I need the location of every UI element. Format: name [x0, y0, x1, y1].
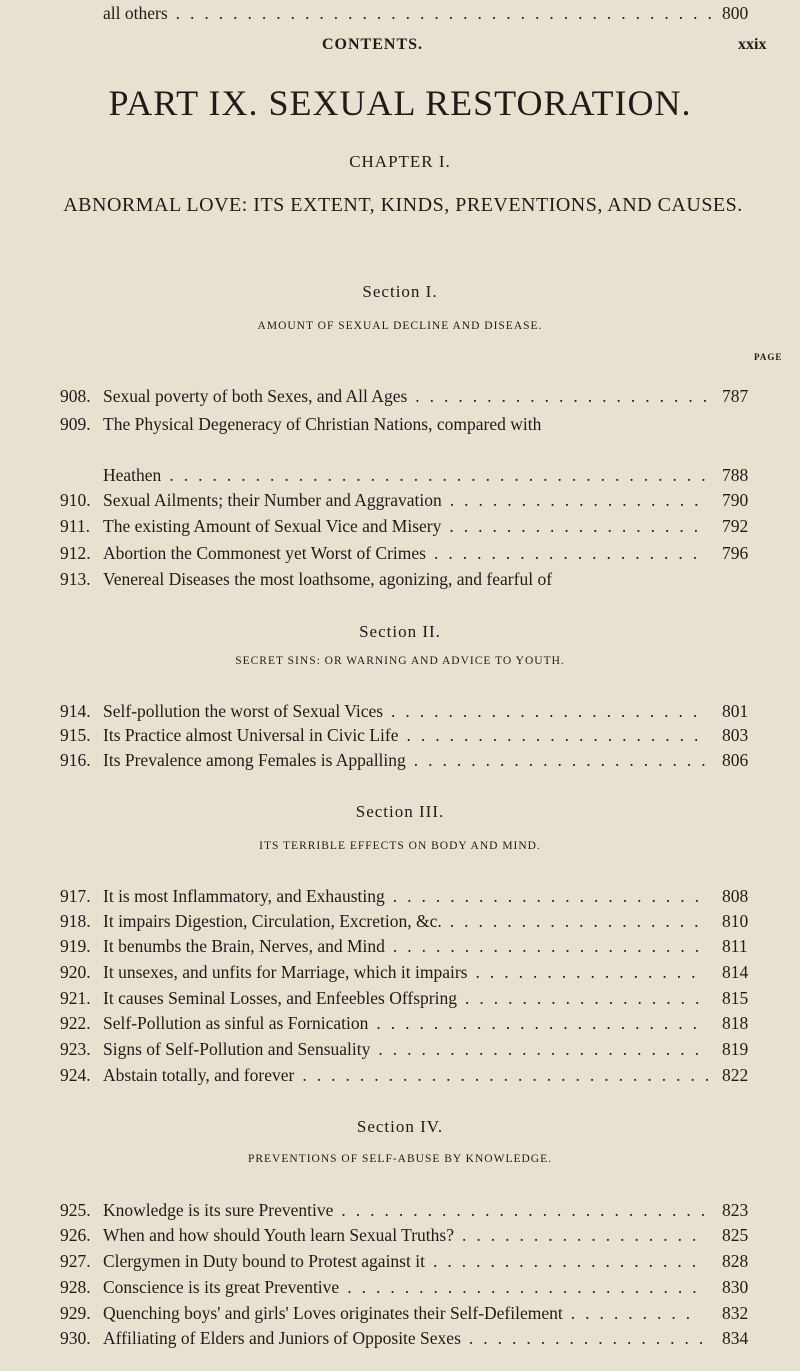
toc-entry	[60, 487, 780, 513]
page-number: 790	[722, 490, 749, 510]
toc-entry	[60, 883, 780, 909]
dot-leader: ................	[475, 962, 706, 982]
running-head	[0, 36, 800, 60]
toc-entry	[60, 566, 780, 592]
entry-number: 918.	[60, 911, 91, 931]
page-number: 806	[722, 750, 749, 770]
entry-title-continued: all others	[103, 3, 168, 23]
dot-leader: .................	[461, 1225, 707, 1245]
page-number: 788	[722, 465, 749, 485]
toc-entry	[60, 383, 780, 409]
entry-title: It causes Seminal Losses, and Enfeebles Offspring	[103, 988, 457, 1008]
entry-title: Signs of Self-Pollution and Sensuality	[103, 1039, 371, 1059]
entry-title: Conscience is its great Preventive	[103, 1277, 340, 1297]
dot-leader: .................	[468, 1328, 714, 1348]
entry-title: Self-Pollution as sinful as Fornication	[103, 1013, 369, 1033]
page-numeral: xxix	[738, 36, 767, 53]
dot-leader: ..........................	[341, 1200, 716, 1220]
toc-entry-continuation	[60, 0, 780, 26]
toc-entry	[60, 1010, 780, 1036]
page-number: 810	[722, 911, 749, 931]
entry-number: 910.	[60, 490, 91, 510]
toc-entry	[60, 1036, 780, 1062]
entry-number: 914.	[60, 701, 91, 721]
toc-entry	[60, 540, 780, 566]
dot-leader: .......................	[376, 1013, 708, 1033]
dot-leader: ......................	[391, 701, 708, 721]
entry-number: 922.	[60, 1013, 91, 1033]
page-number: 825	[722, 1225, 749, 1245]
dot-leader: ...................	[432, 1251, 707, 1271]
entry-title: Abstain totally, and forever	[103, 1065, 295, 1085]
entry-number: 929.	[60, 1303, 91, 1323]
page-number: 796	[722, 543, 749, 563]
entry-number: 916.	[60, 750, 91, 770]
entry-title: Quenching boys' and girls' Loves originates their Self-Defilement	[103, 1303, 563, 1323]
toc-entry	[60, 933, 780, 959]
entry-number: 927.	[60, 1251, 91, 1271]
section-heading: Section III.	[355, 802, 445, 821]
page-number: 832	[722, 1303, 749, 1323]
dot-leader: ..................	[449, 490, 709, 510]
entry-title: Sexual Ailments; their Number and Aggravation	[103, 490, 442, 510]
dot-leader: .........................	[347, 1277, 707, 1297]
page-number: 803	[722, 725, 749, 745]
entry-number: 912.	[60, 543, 91, 563]
entry-number: 926.	[60, 1225, 91, 1245]
toc-entry	[60, 747, 780, 773]
entry-number: 923.	[60, 1039, 91, 1059]
entry-number: 908.	[60, 386, 91, 406]
toc-entry	[60, 1274, 780, 1300]
page-number: 823	[722, 1200, 749, 1220]
entry-number: 930.	[60, 1328, 91, 1348]
dot-leader: .....................	[413, 750, 716, 770]
entry-title: Affiliating of Elders and Juniors of Opposite Sexes	[103, 1328, 461, 1348]
toc-entry	[60, 698, 780, 724]
entry-title: Abortion the Commonest yet Worst of Crimes	[103, 543, 426, 563]
entry-number: 924.	[60, 1065, 91, 1085]
toc-entry	[60, 1222, 780, 1248]
entry-title: Sexual poverty of both Sexes, and All Ages	[103, 386, 408, 406]
page-number: 828	[722, 1251, 749, 1271]
entry-number: 917.	[60, 886, 91, 906]
entry-title: It unsexes, and unfits for Marriage, which it impairs	[103, 962, 468, 982]
entry-number: 920.	[60, 962, 91, 982]
entry-title: When and how should Youth learn Sexual Truths?	[103, 1225, 454, 1245]
entry-title: Its Practice almost Universal in Civic Life	[103, 725, 399, 745]
section-heading: Section IV.	[356, 1117, 444, 1136]
page-number: 808	[722, 886, 749, 906]
page-number: 811	[722, 936, 748, 956]
dot-leader: .........	[570, 1303, 701, 1323]
entry-number: 915.	[60, 725, 91, 745]
dot-leader: .............................	[302, 1065, 720, 1085]
toc-entry	[60, 985, 780, 1011]
dot-leader: ..................	[449, 516, 709, 536]
toc-entry	[60, 513, 780, 539]
section-subheading: AMOUNT OF SEXUAL DECLINE AND DISEASE.	[257, 320, 543, 332]
page-number: 818	[722, 1013, 749, 1033]
entry-title: Clergymen in Duty bound to Protest against it	[103, 1251, 425, 1271]
entry-title: Self-pollution the worst of Sexual Vices	[103, 701, 384, 721]
entry-title: It impairs Digestion, Circulation, Excretion, &c.	[103, 911, 442, 931]
toc-entry	[60, 411, 780, 437]
section-subheading: SECRET SINS: OR WARNING AND ADVICE TO YOUTH.	[235, 655, 565, 667]
entry-number: 911.	[60, 516, 90, 536]
dot-leader: .................	[464, 988, 710, 1008]
entry-number: 921.	[60, 988, 91, 1008]
page-number: 814	[722, 962, 749, 982]
entry-number: 919.	[60, 936, 91, 956]
dot-leader: ......................	[392, 886, 709, 906]
chapter-title: ABNORMAL LOVE: ITS EXTENT, KINDS, PREVENTIONS, AND CAUSES.	[63, 194, 743, 216]
toc-entry	[60, 908, 780, 934]
dot-leader: ......................................	[169, 465, 716, 485]
section-heading: Section II.	[359, 622, 441, 641]
dot-leader: .......................	[378, 1039, 709, 1059]
toc-entry	[60, 1325, 780, 1351]
page-number: 801	[722, 701, 749, 721]
toc-entry-continuation	[60, 462, 780, 488]
entry-title: Its Prevalence among Females is Appalling	[103, 750, 406, 770]
page-number: 822	[722, 1065, 749, 1085]
entry-number: 928.	[60, 1277, 91, 1297]
entry-title: It benumbs the Brain, Nerves, and Mind	[103, 936, 385, 956]
entry-title: Venereal Diseases the most loathsome, agonizing, and fearful of	[103, 569, 553, 589]
entry-title: It is most Inflammatory, and Exhausting	[103, 886, 385, 906]
dot-leader: ..................	[449, 911, 709, 931]
entry-number: 909.	[60, 414, 91, 434]
toc-entry	[60, 1300, 780, 1326]
entry-title: The existing Amount of Sexual Vice and Misery	[103, 516, 442, 536]
chapter-label: CHAPTER I.	[349, 152, 451, 171]
toc-entry	[60, 1248, 780, 1274]
toc-entry	[60, 959, 780, 985]
dot-leader: ......................	[392, 936, 710, 956]
entry-title: Knowledge is its sure Preventive	[103, 1200, 334, 1220]
part-title: PART IX. SEXUAL RESTORATION.	[108, 83, 692, 123]
toc-entry	[60, 1062, 780, 1088]
section-heading: Section I.	[362, 282, 438, 301]
toc-entry	[60, 722, 780, 748]
dot-leader: ......................................	[175, 3, 722, 23]
dot-leader: .....................	[406, 725, 709, 745]
page-number: 815	[722, 988, 749, 1008]
entry-number: 925.	[60, 1200, 91, 1220]
page-number: 787	[722, 386, 749, 406]
page-number: 830	[722, 1277, 749, 1297]
entry-title-continued: Heathen	[103, 465, 162, 485]
page-number: 834	[722, 1328, 749, 1348]
entry-title: The Physical Degeneracy of Christian Nations, compared with	[103, 414, 542, 434]
running-head-title: CONTENTS.	[322, 36, 424, 53]
page-number: 800	[722, 3, 749, 23]
dot-leader: ...................	[433, 543, 708, 563]
page-number: 792	[722, 516, 749, 536]
page-number: 819	[722, 1039, 749, 1059]
section-subheading: ITS TERRIBLE EFFECTS ON BODY AND MIND.	[259, 840, 541, 852]
dot-leader: .....................	[415, 386, 718, 406]
page-column-label: PAGE	[754, 352, 783, 362]
entry-number: 913.	[60, 569, 91, 589]
toc-entry	[60, 1197, 780, 1223]
section-subheading: PREVENTIONS OF SELF-ABUSE BY KNOWLEDGE.	[247, 1153, 553, 1165]
